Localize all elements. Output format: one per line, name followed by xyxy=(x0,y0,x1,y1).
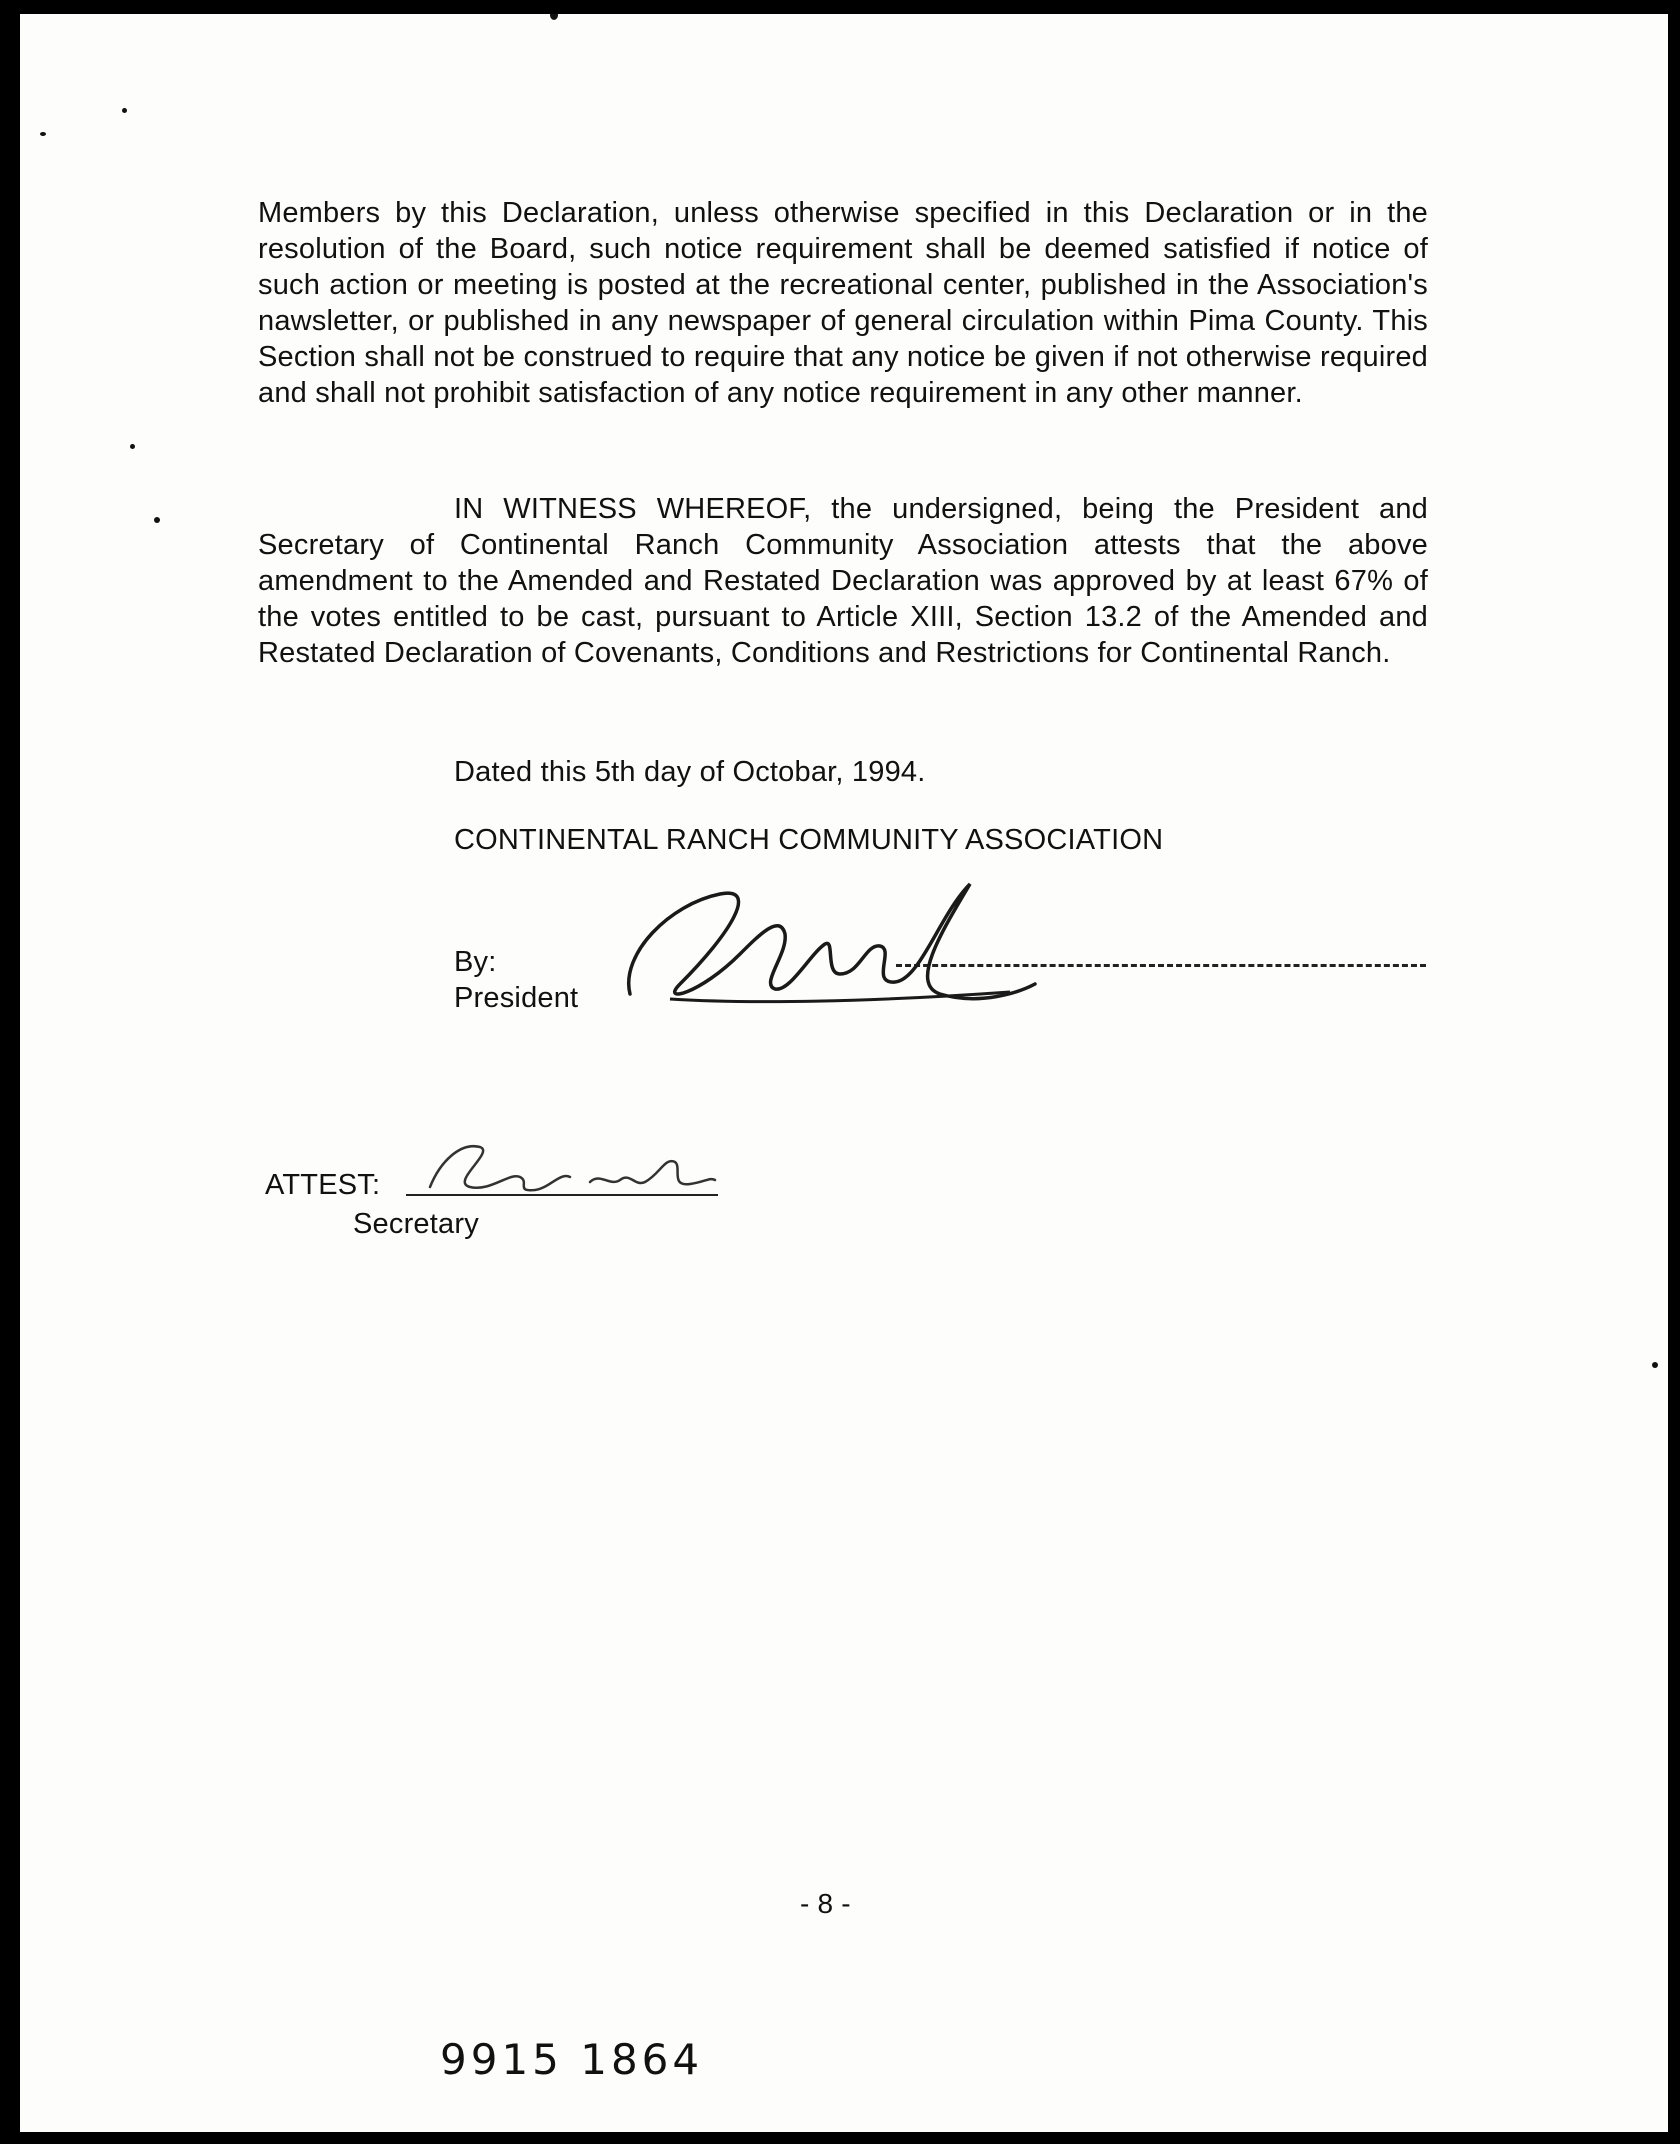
scan-speck xyxy=(130,444,135,449)
scan-speck xyxy=(550,14,558,20)
president-label: President xyxy=(454,982,579,1014)
scan-speck xyxy=(40,132,46,136)
page-number: - 8 - xyxy=(800,1888,851,1919)
association-name: CONTINENTAL RANCH COMMUNITY ASSOCIATION xyxy=(454,824,1164,856)
attest-label: ATTEST: xyxy=(265,1169,381,1201)
scan-speck xyxy=(1652,1362,1658,1368)
scan-speck xyxy=(154,517,160,523)
scan-speck xyxy=(122,108,127,113)
paragraph-witness: IN WITNESS WHEREOF, the undersigned, being the President and Secretary of Continental Ranch Community Association attests that the above amendment to the Amended and Restated Declaration was approved by at least 67% of the votes entitled to be cast, pursuant to Article XIII, Section 13.2 of the Amended and Restated Declaration of Covenants, Conditions and Restrictions for Continental Ranch. xyxy=(258,493,1428,669)
secretary-signature xyxy=(420,1132,720,1202)
secretary-label: Secretary xyxy=(353,1208,479,1240)
date-line: Dated this 5th day of Octobar, 1994. xyxy=(454,756,926,788)
president-signature xyxy=(610,874,1040,1024)
document-number: 9915 1864 xyxy=(440,2035,704,2084)
paragraph-notice: Members by this Declaration, unless otherwise specified in this Declaration or in the resolution of the Board, such notice requirement shall be deemed satisfied if notice of such action or meeting is posted at the recreational center, published in the Association's nawsletter, or published in any newspaper of general circulation within Pima County. This Section shall not be construed to require that any notice be given if not otherwise required and shall not prohibit satisfaction of any notice requirement in any other manner. xyxy=(258,197,1428,409)
document-page xyxy=(20,14,1668,2132)
by-label: By: xyxy=(454,946,497,978)
